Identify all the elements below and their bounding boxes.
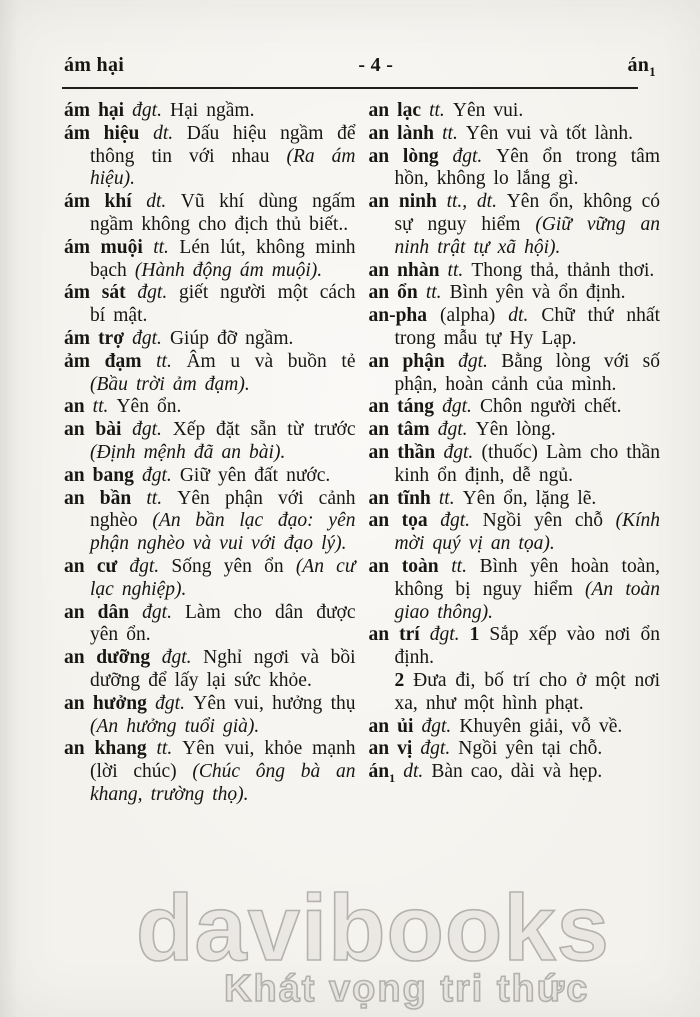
entry-headword: ám sát [64, 282, 138, 304]
entry-definition-text: Đưa đi, bố trí cho ở một nơi xa, như một hình phạt. [394, 669, 660, 714]
entry-definition-text: Yên vui, khỏe mạnh (lời chúc) [90, 738, 356, 783]
dictionary-entry [369, 396, 661, 419]
header-guide-word-right [627, 54, 656, 80]
entry-headword: an bài [64, 419, 133, 441]
entry-pos-label: tt. [447, 259, 472, 281]
entry-headword: an bần [64, 487, 147, 509]
entry-pos-label: đgt. [420, 738, 459, 760]
dictionary-entry [369, 624, 661, 715]
header-page-number: - 4 - [358, 54, 394, 76]
entry-headword: an-pha [368, 305, 441, 327]
entry-pos-label: dt. [508, 305, 542, 327]
watermark-brand-text: davibooks [136, 875, 610, 980]
dictionary-entry [64, 396, 356, 419]
entry-example: (Giữ vững an ninh trật tự xã hội). [394, 213, 661, 258]
entry-headword: an phận [368, 350, 459, 372]
entry-pos-label: đgt. [452, 145, 497, 167]
entry-definition-text: Bình yên và ổn định. [449, 282, 626, 304]
dictionary-entry [64, 419, 356, 465]
dictionary-entry [369, 419, 661, 442]
entry-definition-text: Yên ổn, lặng lẽ. [462, 487, 597, 509]
entry-definition-text: Yên phận với cảnh nghèo [90, 487, 356, 532]
entry-headword: an ninh [368, 191, 447, 213]
dictionary-entry [369, 510, 661, 556]
entry-pos-label: đgt. [437, 419, 476, 441]
dictionary-entry [64, 123, 356, 191]
dictionary-entry [369, 191, 661, 259]
dictionary-entry [369, 146, 661, 192]
entry-headword: an vị [368, 738, 421, 760]
entry-headword: an ổn [368, 282, 426, 304]
entry-example: (An bần lạc đạo: yên phận nghèo và vui với đạo lý). [90, 510, 356, 555]
entry-pos-label: đgt. [132, 419, 173, 441]
entry-headword: ám trợ [64, 327, 133, 349]
entry-definition-text: Chôn người chết. [479, 396, 622, 418]
entry-pos-label: đgt. [440, 510, 483, 532]
header-guide-word-right-text: án [627, 54, 650, 76]
entry-pos-label: đgt. [161, 647, 204, 669]
entry-headword: an tĩnh [368, 487, 439, 509]
dictionary-entry [64, 282, 356, 328]
entry-definition-text: Khuyên giải, vỗ về. [459, 715, 623, 737]
entry-pos-label: đgt. [129, 555, 172, 577]
watermark-slogan-text: Khát vọng tri thức [224, 968, 590, 1010]
dictionary-columns [0, 98, 700, 807]
entry-headword: an nhàn [368, 259, 448, 281]
entry-headword: an dưỡng [64, 647, 162, 669]
entry-pos-label: dt. [403, 761, 432, 783]
entry-sense-number: 2 [394, 669, 414, 691]
entry-example: (An cư lạc nghiệp). [90, 555, 356, 600]
entry-definition-text: Vũ khí dùng ngấm ngầm không cho địch thủ biết.. [90, 191, 356, 235]
entry-pos-label: tt. [451, 555, 480, 577]
dictionary-entry [369, 282, 661, 305]
entry-definition-text: Yên vui và tốt lành. [465, 122, 634, 144]
entry-headword: an thần [368, 441, 444, 463]
entry-headword: an trí [368, 624, 430, 646]
dictionary-entry [64, 465, 356, 488]
entry-headword: an hưởng [64, 692, 156, 714]
entry-pos-label: đgt. [458, 350, 502, 372]
entry-headword: an ủi [368, 715, 422, 737]
entry-headword: an tâm [368, 419, 438, 441]
entry-definition-text: Ngồi yên tại chỗ. [458, 738, 603, 760]
entry-definition-text: Âm u và buồn tẻ [186, 350, 356, 372]
entry-example: (Hành động ám muội). [134, 259, 323, 281]
entry-example: (An hưởng tuổi già). [90, 715, 260, 737]
entry-headword: an lành [368, 122, 443, 144]
column-right [369, 100, 661, 807]
dictionary-entry [369, 305, 661, 351]
entry-pos-label: đgt. [132, 100, 171, 121]
entry-example: (Định mệnh đã an bài). [90, 441, 286, 463]
entry-definition-text: Thong thả, thảnh thơi. [471, 259, 655, 281]
entry-pos-label: tt. [438, 487, 463, 509]
dictionary-entry [369, 761, 661, 784]
dictionary-entry [64, 602, 356, 648]
entry-headword: an bang [64, 464, 142, 486]
header-guide-word-left: ám hại [64, 54, 125, 76]
dictionary-entry [369, 738, 661, 761]
entry-headword: an tọa [368, 510, 441, 532]
entry-headword: an lòng [368, 145, 453, 167]
entry-definition-text: Làm cho dân được yên ổn. [90, 601, 356, 646]
entry-headword: an [64, 396, 93, 418]
entry-definition-text: Yên ổn trong tâm hồn, không lo lắng gì. [394, 145, 660, 190]
entry-definition-text: Sắp xếp vào nơi ổn định. [394, 624, 661, 669]
entry-headword: án [368, 761, 390, 783]
entry-pos-label: đgt. [443, 441, 482, 463]
entry-pos-label: dt. [153, 122, 187, 144]
entry-pos-label: tt. [92, 396, 117, 418]
entry-pos-label: tt. [442, 122, 466, 144]
entry-example: (Chúc ông bà an khang, trường thọ). [90, 761, 356, 805]
entry-headword: an dân [64, 601, 143, 623]
entry-definition-text: (alpha) [440, 305, 509, 327]
entry-definition-text: (thuốc) Làm cho thần kinh ổn định, dễ ngủ. [394, 441, 660, 486]
dictionary-entry [64, 328, 356, 351]
entry-example: (Bầu trời ảm đạm). [90, 373, 250, 395]
header-guide-word-right-subscript: 1 [649, 64, 656, 79]
dictionary-entry [369, 716, 661, 739]
entry-pos-label: tt. [156, 350, 187, 372]
entry-pos-label: đgt. [155, 692, 194, 714]
entry-example: (Kính mời quý vị an tọa). [394, 510, 660, 555]
entry-definition-text: Bằng lòng với số phận, hoàn cảnh của mình. [394, 350, 660, 395]
entry-definition-text [395, 761, 403, 782]
dictionary-entry [369, 123, 661, 146]
entry-pos-label: tt. [146, 487, 178, 509]
entry-definition-text: Yên ổn. [116, 396, 182, 418]
entry-definition-text: Lén lút, không minh bạch [90, 236, 356, 281]
entry-definition-text: Giữ yên đất nước. [179, 464, 331, 486]
entry-definition-text: Bàn cao, dài và hẹp. [431, 761, 603, 783]
entry-pos-label: tt. [429, 100, 453, 121]
entry-sense-number: 1 [469, 624, 490, 646]
entry-definition-text: Yên vui. [452, 100, 524, 121]
entry-example: (Ra ám hiệu). [90, 145, 356, 190]
entry-pos-label: tt. [156, 738, 183, 760]
dictionary-entry [64, 647, 356, 693]
dictionary-entry [369, 556, 661, 624]
page-header [0, 0, 700, 80]
entry-headword: an toàn [368, 555, 452, 577]
column-left [64, 100, 356, 807]
entry-pos-label: đgt. [137, 282, 180, 304]
entry-definition-text: Yên vui, hưởng thụ [193, 692, 356, 714]
entry-pos-label: tt. [425, 282, 450, 304]
entry-headword: an cư [64, 555, 130, 577]
entry-pos-label: đgt. [132, 327, 170, 349]
entry-definition-text: Giúp đỡ ngầm. [169, 327, 294, 349]
entry-pos-label: đgt. [429, 624, 470, 646]
entry-definition-text: giết người một cách bí mật. [90, 282, 356, 327]
dictionary-entry [64, 237, 356, 283]
dictionary-entry [64, 488, 356, 556]
entry-definition-text: Nghỉ ngơi và bồi dưỡng để lấy lại sức khỏe. [90, 647, 356, 691]
entry-example: (An toàn giao thông). [394, 578, 660, 623]
entry-headword-subscript: 1 [389, 771, 396, 785]
entry-headword: an khang [64, 738, 157, 760]
entry-headword: ám hại [64, 100, 133, 121]
entry-definition-text: Bình yên hoàn toàn, không bị nguy hiểm [394, 555, 660, 600]
entry-definition-text: Dấu hiệu ngầm để thông tin với nhau [90, 122, 356, 167]
entry-definition-text: Yên lòng. [475, 419, 556, 441]
entry-headword: an lạc [368, 100, 430, 121]
entry-headword: ám khí [64, 191, 147, 213]
entry-pos-label: tt., dt. [446, 191, 507, 213]
dictionary-entry [64, 351, 356, 397]
dictionary-entry [64, 693, 356, 739]
entry-definition-text: Yên ổn, không có sự nguy hiểm [394, 191, 660, 235]
dictionary-entry [64, 738, 356, 806]
entry-pos-label: tt. [153, 236, 180, 258]
dictionary-entry [64, 100, 356, 123]
entry-pos-label: đgt. [142, 601, 186, 623]
entry-definition-text: Chữ thứ nhất trong mẫu tự Hy Lạp. [394, 305, 660, 349]
entry-pos-label: đgt. [442, 396, 480, 418]
dictionary-entry [369, 351, 661, 397]
dictionary-entry [64, 556, 356, 602]
dictionary-entry [369, 488, 661, 511]
header-rule [62, 87, 638, 89]
entry-definition-text: Hại ngầm. [170, 100, 255, 121]
entry-definition-text: Ngồi yên chỗ [482, 510, 616, 532]
dictionary-entry [64, 191, 356, 237]
dictionary-entry [369, 260, 661, 283]
entry-headword: ám hiệu [64, 122, 154, 144]
dictionary-entry [369, 100, 661, 123]
entry-definition-text: Sống yên ổn [171, 555, 296, 577]
entry-definition-text: Xếp đặt sẵn từ trước [172, 419, 356, 441]
entry-pos-label: đgt. [141, 464, 180, 486]
entry-pos-label: dt. [146, 191, 181, 213]
entry-headword: ám muội [64, 236, 154, 258]
entry-pos-label: đgt. [421, 715, 460, 737]
entry-headword: an táng [368, 396, 443, 418]
entry-headword: ảm đạm [64, 350, 157, 372]
dictionary-entry [369, 442, 661, 488]
